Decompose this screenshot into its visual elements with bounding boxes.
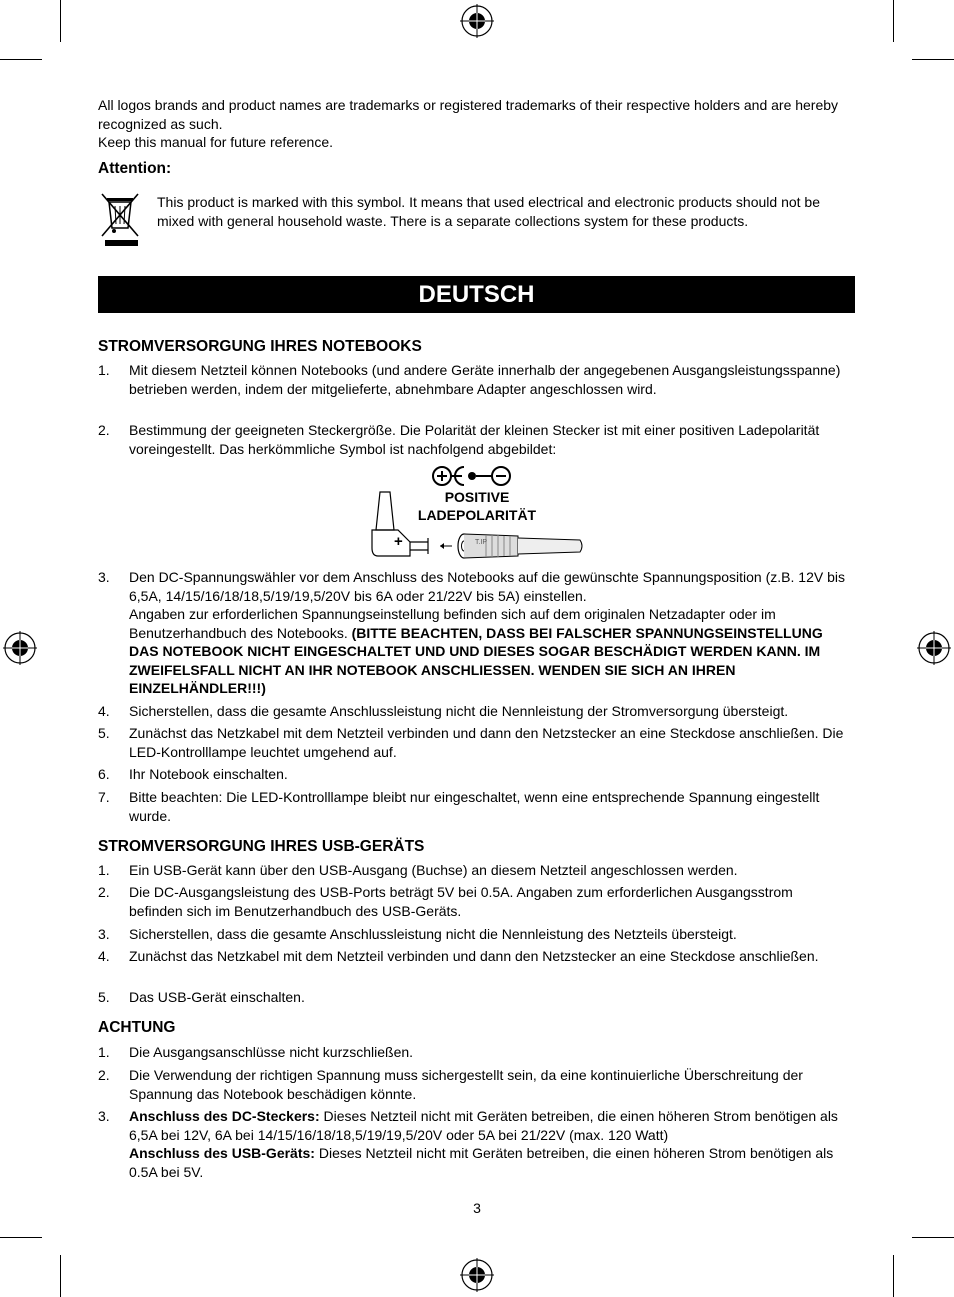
list-item [98,724,850,761]
list-text: Ein USB-Gerät kann über den USB-Ausgang (Buchse) an diesem Netzteil angeschlossen werden. [129,862,738,878]
list-text-part: Dieses Netzteil nicht mit Geräten betreiben, die einen höheren Strom benötigen als 0.5A bei 5V. [129,1145,834,1180]
crop-mark-icon [0,1237,42,1238]
section-heading-usb: STROMVERSORGUNG IHRES USB-GERÄTS [98,838,425,855]
page-number: 3 [473,1200,481,1216]
trademark-text: All logos brands and product names are trademarks or registered trademarks of their respective holders and are hereby recognized as such. [98,97,839,132]
list-text: Zunächst das Netzkabel mit dem Netzteil verbinden und dann den Netzstecker an eine Steckdose anschließen. [129,948,819,964]
list-text: Bestimmung der geeigneten Steckergröße. Die Polarität der kleinen Stecker ist mit einer positiven Ladepolarität voreingestellt. Das herkömmliche Symbol ist nachfolgend abgebildet: [129,422,820,457]
banner-title: DEUTSCH [418,281,535,308]
crossed-out-wheelie-bin-icon [100,192,142,250]
language-banner [98,276,855,313]
list-number: 3. [98,569,110,585]
section-heading-notebook: STROMVERSORGUNG IHRES NOTEBOOKS [98,338,422,355]
polarity-figure [368,460,586,560]
list-text: Bitte beachten: Die LED-Kontrolllampe bleibt nur eingeschaltet, wenn eine entsprechende Spannung eingestellt wurde. [129,789,820,824]
list-number: 3. [98,1108,110,1124]
polarity-label-line1: POSITIVE [444,489,510,505]
dc-plug-label: Anschluss des DC-Steckers: [129,1108,320,1124]
list-item [98,1107,850,1181]
crop-mark-icon [60,0,61,42]
list-text: Zunächst das Netzkabel mit dem Netzteil verbinden und dann den Netzstecker an eine Steckdose anschließen. Die LED-Kontrolllampe leuchtet umgehend auf. [129,725,844,760]
attention-text: This product is marked with this symbol. It means that used electrical and electronic products should not be mixed with general household waste. There is a separate collections system for these products. [157,194,820,229]
registration-mark-icon [460,4,494,38]
list-number: 4. [98,948,110,964]
list-text: Mit diesem Netzteil können Notebooks (und andere Geräte innerhalb der angegebenen Ausgangsleistungsspanne) betrieben werden, indem der mitgelieferte, abnehmbare Adapter angeschlossen wird. [129,362,841,397]
list-text: Die Ausgangsanschlüsse nicht kurzschließen. [129,1044,414,1060]
warning-text: (BITTE BEACHTEN, DASS BEI FALSCHER SPANNUNGSEINSTELLUNG DAS NOTEBOOK NICHT EINGESCHALTET UND UND DIESES SOGAR BESCHÄDIGT WERDEN KANN. IM ZWEIFELSFALL NICHT AN IHR NOTEBOOK ANSCHLIESSEN. WENDEN SIE SICH AN IHREN EINZELHÄNDLER!!!) [129,624,823,696]
list-text [129,1107,850,1181]
crop-mark-icon [0,59,42,60]
section-heading-achtung: ACHTUNG [98,1019,176,1036]
plug-plus-sign: + [394,533,403,550]
list-item [98,702,850,721]
trademark-notice [98,96,850,152]
list-number: 5. [98,989,110,1005]
list-item [98,861,850,880]
crop-mark-icon [893,1255,894,1297]
list-text: Die DC-Ausgangsleistung des USB-Ports beträgt 5V bei 0.5A. Angaben zum erforderlichen Ausgangsstrom befinden sich im Benutzerhandbuch des USB-Geräts. [129,884,793,919]
list-text-part: Den DC-Spannungswähler vor dem Anschluss des Notebooks auf die gewünschte Spannungsposition (z.B. 12V bis 6,5A, 14/15/16/18/18,5/19/19,5/20V bis 6A oder 21/22V bis 5A) einstellen. [129,569,845,604]
list-item [98,765,850,784]
list-item [98,1043,850,1062]
list-item [98,947,850,966]
list-item [98,361,850,398]
list-item [98,883,850,920]
list-text: Die Verwendung der richtigen Spannung muss sichergestellt sein, da eine kontinuierliche Überschreitung der Spannung das Notebook beschädigen könnte. [129,1067,803,1102]
keep-manual-text: Keep this manual for future reference. [98,134,334,150]
list-item [98,925,850,944]
usb-device-label: Anschluss des USB-Geräts: [129,1145,315,1161]
list-number: 2. [98,1067,110,1083]
list-text [129,568,850,698]
list-number: 2. [98,884,110,900]
crop-mark-icon [60,1255,61,1297]
list-number: 1. [98,862,110,878]
list-number: 7. [98,789,110,805]
crop-mark-icon [912,59,954,60]
crop-mark-icon [912,1237,954,1238]
list-number: 4. [98,703,110,719]
crop-mark-icon [893,0,894,42]
list-number: 5. [98,725,110,741]
list-item [98,788,850,825]
list-text: Ihr Notebook einschalten. [129,766,288,782]
list-number: 2. [98,422,110,438]
list-text: Sicherstellen, dass die gesamte Anschlussleistung nicht die Nennleistung des Netzteils übersteigt. [129,926,737,942]
list-text: Das USB-Gerät einschalten. [129,989,305,1005]
list-number: 1. [98,1044,110,1060]
list-item [98,988,850,1007]
list-text-part: Dieses Netzteil nicht mit Geräten betreiben, die einen höheren Strom benötigen als 6,5A bei 12V, 6A bei 14/15/16/18/18,5/19/19,5/20V oder 5A bei 21/22V (max. 120 Watt) [129,1108,838,1143]
list-number: 3. [98,926,110,942]
list-number: 1. [98,362,110,378]
list-item [98,568,850,698]
list-text-part: Angaben zur erforderlichen Spannungseinstellung befinden sich auf dem originalen Netzadapter oder im Benutzerhandbuch des Notebooks. [129,606,776,641]
plug-tip-text: T.IP [475,539,488,546]
list-item [98,1066,850,1103]
registration-mark-icon [917,631,951,665]
list-item [98,421,850,458]
registration-mark-icon [3,631,37,665]
attention-heading: Attention: [98,160,172,177]
polarity-label-line2: LADEPOLARITÄT [417,507,537,523]
polarity-symbol-icon [430,464,514,488]
list-text: Sicherstellen, dass die gesamte Anschlussleistung nicht die Nennleistung der Stromversorgung übersteigt. [129,703,789,719]
registration-mark-icon [460,1258,494,1292]
list-number: 6. [98,766,110,782]
